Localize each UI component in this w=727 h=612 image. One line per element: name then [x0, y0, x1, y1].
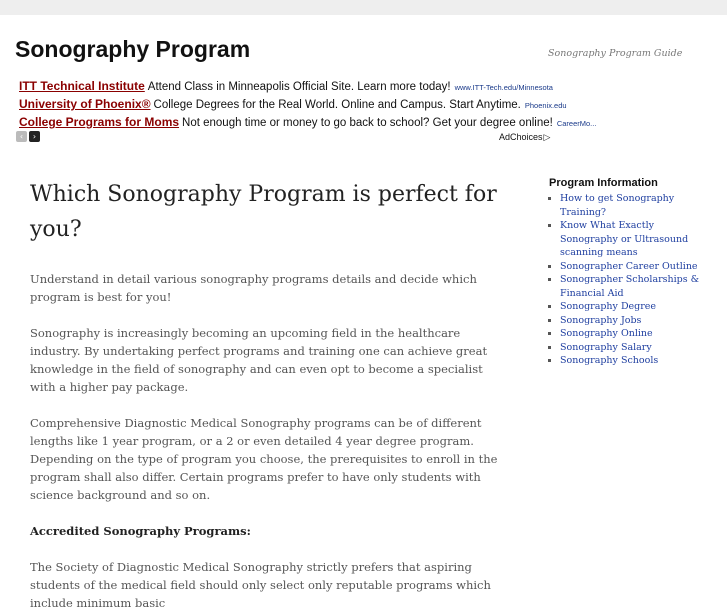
sidebar-link-jobs[interactable]: Sonography Jobs — [560, 314, 642, 326]
chevron-left-icon[interactable]: ‹ — [16, 131, 27, 142]
sidebar-link-training[interactable]: How to get Sonography Training? — [560, 193, 675, 218]
adchoices-label: AdChoices — [499, 132, 543, 142]
sidebar-link-what-is-sonography[interactable]: Know What Exactly Sonography or Ultrasound scanning means — [560, 220, 689, 258]
article-paragraph: Comprehensive Diagnostic Medical Sonography programs can be of different lengths like 1 year program, or a 2 or even detailed 4 year degree program. Depending on the type of program you choose, the prerequisites to enroll in the program shall also differ. Certain programs prefer to have only students with science background and so on. — [30, 416, 498, 502]
article-paragraph: The Society of Diagnostic Medical Sonography strictly prefers that aspiring students of the medical field should only select only reputable programs which include minimum basic — [30, 560, 491, 610]
sidebar-item — [560, 273, 709, 300]
sidebar — [549, 176, 709, 368]
ad-url-link[interactable]: Phoenix.edu — [524, 101, 567, 110]
sidebar-link-list — [549, 192, 709, 368]
ad-item[interactable] — [19, 77, 559, 95]
sidebar-item — [560, 327, 709, 341]
sidebar-link-schools[interactable]: Sonography Schools — [560, 355, 659, 366]
sidebar-item — [560, 260, 709, 274]
sidebar-item — [560, 219, 709, 260]
ad-description: Attend Class in Minneapolis Official Site. Learn more today! — [147, 81, 451, 93]
ad-url-link[interactable]: CareerMo... — [556, 119, 597, 128]
site-title[interactable]: Sonography Program — [15, 36, 251, 62]
sidebar-link-career-outline[interactable]: Sonographer Career Outline — [560, 260, 698, 272]
ad-description: College Degrees for the Real World. Online and Campus. Start Anytime. — [153, 99, 521, 111]
sidebar-link-scholarships[interactable]: Sonographer Scholarships & Financial Aid — [560, 274, 700, 299]
sidebar-item — [560, 314, 709, 328]
sidebar-item — [560, 341, 709, 355]
ad-title-link[interactable]: ITT Technical Institute — [19, 79, 145, 93]
article-paragraph: Sonography is increasingly becoming an upcoming field in the healthcare industry. By undertaking perfect programs and training one can achieve great knowledge in the field of sonography and can even opt to become a specialist with a higher pay package. — [30, 326, 488, 394]
ad-title-link[interactable]: University of Phoenix® — [19, 97, 151, 111]
ad-block — [19, 77, 597, 131]
sidebar-item — [560, 354, 709, 368]
adchoices-link[interactable] — [499, 132, 550, 143]
site-tagline: Sonography Program Guide — [548, 48, 683, 59]
article-heading: Which Sonography Program is perfect for you? — [30, 182, 497, 242]
sidebar-link-salary[interactable]: Sonography Salary — [560, 341, 652, 353]
sidebar-link-online[interactable]: Sonography Online — [560, 328, 653, 339]
chevron-right-icon[interactable]: › — [29, 131, 40, 142]
sidebar-link-degree[interactable]: Sonography Degree — [560, 301, 657, 312]
sidebar-title: Program Information — [549, 177, 658, 189]
ad-pagination — [16, 131, 42, 143]
ad-title-link[interactable]: College Programs for Moms — [19, 115, 180, 129]
ad-description: Not enough time or money to go back to school? Get your degree online! — [182, 117, 553, 129]
article — [30, 177, 500, 612]
ad-url-link[interactable]: www.ITT-Tech.edu/Minnesota — [454, 83, 553, 92]
sidebar-item — [560, 192, 709, 219]
ad-item[interactable] — [19, 95, 567, 113]
sidebar-item — [560, 300, 709, 314]
article-paragraph: Understand in detail various sonography programs details and decide which program is best for you! — [30, 272, 477, 304]
article-subheading: Accredited Sonography Programs: — [30, 524, 251, 538]
adchoices-icon: ▷ — [543, 132, 551, 142]
top-bar — [0, 0, 727, 15]
ad-item[interactable] — [19, 113, 597, 131]
